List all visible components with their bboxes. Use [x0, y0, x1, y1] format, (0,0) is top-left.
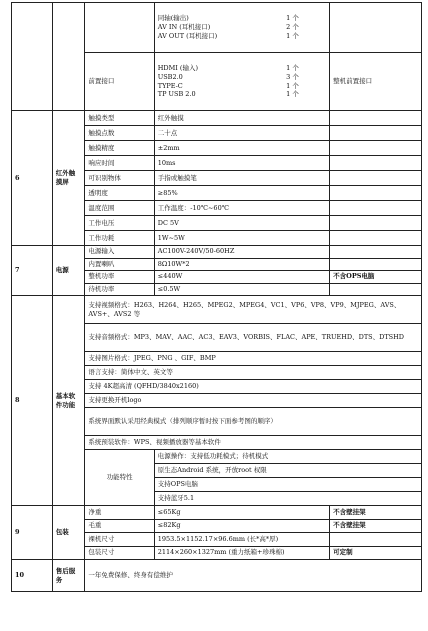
packing-note: 不含壁挂架 [330, 519, 422, 533]
touch-value: 10ms [154, 156, 329, 171]
touch-key: 响应时间 [85, 156, 154, 171]
software-line: 支持 4K超高清 (QFHD/3840x2160) [85, 380, 422, 394]
service-num: 10 [12, 560, 53, 592]
touch-value: 红外触摸 [154, 111, 329, 126]
touch-note [330, 216, 422, 231]
touch-note [330, 231, 422, 246]
ports-top-label-cell [85, 3, 154, 53]
software-line: 支持音频格式：MP3、MAV、AAC、AC3、EAV3、VORBIS、FLAC、APE、TRUEHD、DTS、DTSHD [85, 324, 422, 352]
touch-key: 触摸精度 [85, 141, 154, 156]
touch-value: 工作温度：-10℃~60℃ [154, 201, 329, 216]
feature-line: 电源操作：支持低功耗模式；待机模式 [154, 450, 421, 464]
table-row [12, 506, 422, 520]
table-row [12, 111, 422, 126]
touch-note [330, 186, 422, 201]
software-num: 8 [12, 296, 53, 506]
power-value: AC100V-240V/50-60HZ [154, 246, 329, 259]
port-line [158, 32, 326, 41]
port-qty: 1 个 [286, 14, 299, 23]
spec-table [11, 2, 422, 592]
port-line [158, 64, 326, 73]
packing-key: 毛重 [85, 519, 154, 533]
software-line: 支持更换开机logo [85, 394, 422, 408]
touch-value: 二十点 [154, 126, 329, 141]
software-line: 支持图片格式：JPEG、PNG 、GIF、BMP [85, 352, 422, 366]
touch-num: 6 [12, 111, 53, 246]
packing-key: 裸机尺寸 [85, 533, 154, 547]
feature-line: 原生态Android 系统，开放root 权限 [154, 464, 421, 478]
port-line [158, 14, 326, 23]
table-row [12, 3, 422, 53]
touch-note [330, 171, 422, 186]
power-key: 电源输入 [85, 246, 154, 259]
touch-key: 透明度 [85, 186, 154, 201]
port-line [158, 73, 326, 82]
port-name: TP USB 2.0 [157, 90, 196, 99]
touch-note [330, 201, 422, 216]
port-line [158, 90, 326, 99]
feature-line: 支持蓝牙5.1 [154, 492, 421, 506]
ports-top-note-cell [330, 3, 422, 53]
port-name: TYPE-C [157, 81, 183, 90]
software-line: 语言支持：简体中文、英文等 [85, 366, 422, 380]
power-key: 内置喇叭 [85, 258, 154, 271]
touch-key: 触摸点数 [85, 126, 154, 141]
packing-note: 可定制 [330, 546, 422, 560]
port-name: AV OUT (耳机接口) [157, 31, 218, 40]
power-category: 电源 [52, 246, 85, 296]
touch-value: 1W~5W [154, 231, 329, 246]
power-note [330, 246, 422, 259]
power-note: 不含OPS电脑 [330, 271, 422, 284]
power-key: 待机功率 [85, 283, 154, 296]
power-note [330, 283, 422, 296]
touch-note [330, 111, 422, 126]
port-qty: 3 个 [286, 72, 299, 81]
port-name: USB2.0 [157, 72, 183, 81]
port-line [158, 23, 326, 32]
port-qty: 2 个 [286, 23, 299, 32]
touch-note [330, 156, 422, 171]
packing-note [330, 533, 422, 547]
service-category: 售后服务 [52, 560, 85, 592]
port-qty: 1 个 [286, 90, 299, 99]
packing-key: 净重 [85, 506, 154, 520]
packing-category: 包装 [52, 506, 85, 560]
port-name: AV IN (耳机接口) [157, 23, 211, 32]
touch-value: ≥85% [154, 186, 329, 201]
software-category: 基本软件功能 [52, 296, 85, 506]
table-row [12, 296, 422, 324]
port-name: HDMI (输入) [157, 63, 198, 72]
touch-note [330, 126, 422, 141]
touch-key: 可识别物体 [85, 171, 154, 186]
touch-key: 工作电压 [85, 216, 154, 231]
software-line: 系统界面默认采用经典模式（排列顺序暂时按下面参考图的顺序） [85, 408, 422, 436]
feature-label: 功能特性 [85, 450, 154, 506]
front-ports-label: 前置接口 [85, 53, 154, 111]
touch-note [330, 141, 422, 156]
packing-value: ≤82Kg [154, 519, 329, 533]
touch-key: 工作功耗 [85, 231, 154, 246]
front-ports-lines [154, 53, 329, 111]
ports-top-lines [154, 3, 329, 53]
power-value: ≤440W [154, 271, 329, 284]
packing-num: 9 [12, 506, 53, 560]
packing-value: ≤65Kg [154, 506, 329, 520]
packing-value: 2114×260×1327mm (重力纸箱+珍珠棉) [154, 546, 329, 560]
power-key: 整机功率 [85, 271, 154, 284]
packing-key: 包装尺寸 [85, 546, 154, 560]
touch-key: 温度范围 [85, 201, 154, 216]
software-line: 系统预装软件：WPS、视频播放器等基本软件 [85, 436, 422, 450]
front-ports-note: 整机前置接口 [330, 53, 422, 111]
port-name: 同轴(输出) [157, 14, 189, 23]
port-qty: 1 个 [286, 81, 299, 90]
packing-value: 1953.5×1152.17×96.6mm (长*高*厚) [154, 533, 329, 547]
port-qty: 1 个 [286, 63, 299, 72]
touch-value: 手指或触摸笔 [154, 171, 329, 186]
ports-num-cell [12, 3, 53, 111]
power-value: ≤0.5W [154, 283, 329, 296]
table-row [12, 246, 422, 259]
port-line [158, 82, 326, 91]
touch-value: ±2mm [154, 141, 329, 156]
feature-line: 支持OPS电脑 [154, 478, 421, 492]
port-qty: 1 个 [286, 31, 299, 40]
packing-note: 不含壁挂架 [330, 506, 422, 520]
touch-key: 触摸类型 [85, 111, 154, 126]
power-num: 7 [12, 246, 53, 296]
ports-cat-cell [52, 3, 85, 111]
touch-category: 红外触摸屏 [52, 111, 85, 246]
table-row [12, 560, 422, 592]
service-text: 一年免费保修、终身有偿维护 [85, 560, 422, 592]
power-value: 8Ω10W*2 [154, 258, 329, 271]
touch-value: DC 5V [154, 216, 329, 231]
power-note [330, 258, 422, 271]
software-line: 支持视频格式：H263、H264、H265、MPEG2、MPEG4、VC1、VP6、VP8、VP9、MJPEG、AVS、AVS+、AVS2 等 [85, 296, 422, 324]
